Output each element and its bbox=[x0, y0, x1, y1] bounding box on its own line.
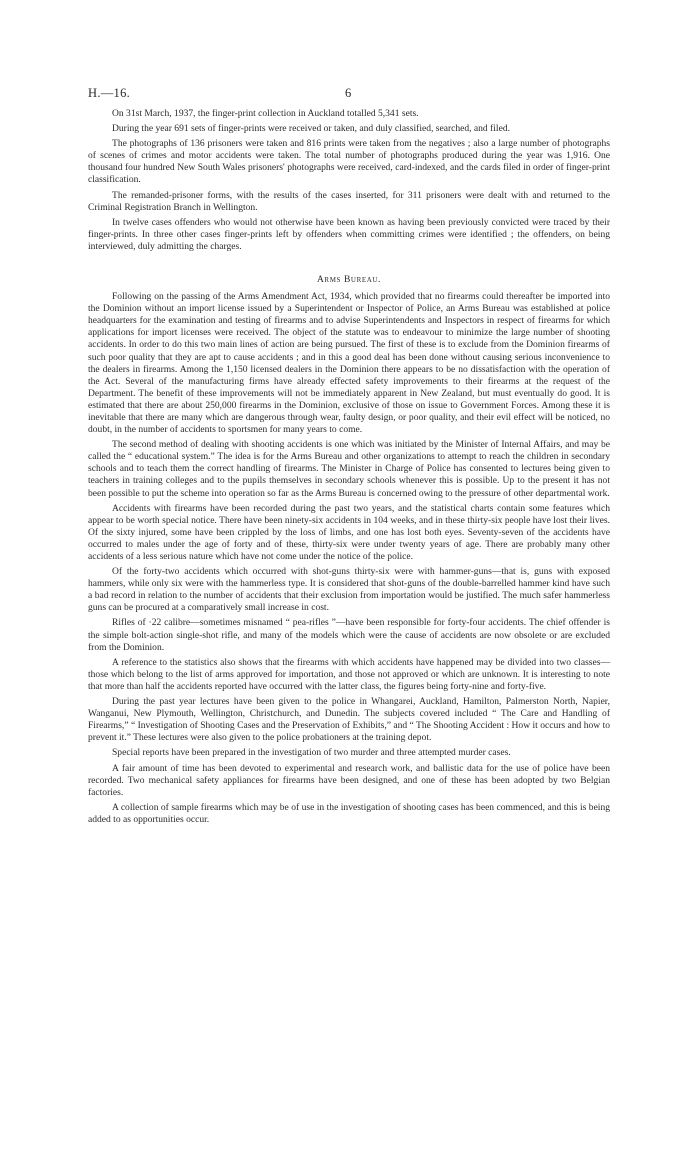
fingerprint-section bbox=[88, 108, 610, 253]
paragraph: Of the forty-two accidents which occurred with shot-guns thirty-six were with hammer-guns—that is, guns with exposed hammers, while only six were with the hammerless type. It is considered that shot-guns of the double-barrelled hammer kind have such a bad record in relation to the number of accidents that their exclusion from importation would be justified. The much safer hammerless guns can be procured at a comparatively small increase in cost. bbox=[88, 566, 610, 614]
arms-bureau-section bbox=[88, 291, 610, 826]
paragraph: A collection of sample firearms which may be of use in the investigation of shooting cases has been commenced, and this is being added to as opportunities occur. bbox=[88, 801, 610, 825]
page-number: 6 bbox=[345, 86, 352, 100]
paragraph: Rifles of ·22 calibre—sometimes misnamed “ pea-rifles ”—have been responsible for forty-four accidents. The chief offender is the simple bolt-action single-shot rifle, and many of the models which were the cause of accidents are now obsolete or are excluded from the Dominion. bbox=[88, 617, 610, 653]
page-header bbox=[88, 86, 610, 108]
section-heading: Arms Bureau. bbox=[316, 275, 382, 286]
paragraph: Following on the passing of the Arms Amendment Act, 1934, which provided that no firearms could thereafter be imported into the Dominion without an import license issued by a Superintendent or Inspector of Police, an Arms Bureau was established at police headquarters for the examination and testing of firearms and to advise Superintendents and Inspectors in respect of firearms for which applications for import licenses were received. The object of the statute was to endeavour to minimize the large number of shooting accidents. In order to do this two main lines of action are being pursued. The first of these is to exclude from the Dominion firearms of such poor quality that they are apt to cause accidents ; and in this a good deal has been done without causing serious inconvenience to the dealers in firearms. Among the 1,150 licensed dealers in the Dominion there appears to be no dissatisfaction with the operation of the Act. Several of the manufacturing firms have already effected safety improvements to their firearms at the request of the Department. The benefit of these improvements will not be immediately apparent in New Zealand, but must eventually do good. It is estimated that there are about 250,000 firearms in the Dominion, exclusive of those on issue to Government Forces. Among these it is inevitable that there are many which are dangerous through wear, faulty design, or poor quality, and their evil effect will be noticed, no doubt, in the number of accidents to sportsmen for many years to come. bbox=[88, 291, 610, 436]
paragraph: During the past year lectures have been given to the police in Whangarei, Auckland, Hamilton, Palmerston North, Napier, Wanganui, New Plymouth, Wellington, Christchurch, and Dunedin. The subjects covered included “ The Care and Handling of Firearms,” “ Investigation of Shooting Cases and the Preservation of Exhibits,” and “ The Shooting Accident : How it occurs and how to prevent it.” These lectures were also given to the police probationers at the training depot. bbox=[88, 696, 610, 744]
paragraph: Special reports have been prepared in the investigation of two murder and three attempted murder cases. bbox=[112, 747, 511, 759]
paragraph: The second method of dealing with shooting accidents is one which was initiated by the Minister of Internal Affairs, and may be called the “ educational system.” The idea is for the Arms Bureau and other organizations to attempt to reach the children in secondary schools and to teach them the correct handling of firearms. The Minister in Charge of Police has consented to lectures being given to teachers in training colleges and to the pupils themselves in secondary schools whenever this is possible. Up to the present it has not been possible to put the scheme into operation so far as the Arms Bureau is concerned owing to the pressure of other departmental work. bbox=[88, 439, 610, 499]
paragraph: On 31st March, 1937, the finger-print collection in Auckland totalled 5,341 sets. bbox=[112, 108, 419, 119]
paragraph: A fair amount of time has been devoted to experimental and research work, and ballistic data for the use of police have been recorded. Two mechanical safety appliances for firearms have been designed, and one of these has been adopted by two Belgian factories. bbox=[88, 762, 610, 798]
paragraph: During the year 691 sets of finger-prints were received or taken, and duly classified, searched, and filed. bbox=[112, 123, 510, 135]
paragraph: Accidents with firearms have been recorded during the past two years, and the statistical charts contain some features which appear to be worth special notice. There have been ninety-six accidents in 104 weeks, and in these thirty-six people have lost their lives. Of the sixty injured, some have been crippled by the loss of limbs, and one has lost both eyes. Seventy-seven of the accidents have occurred to males under the age of forty and of these, thirty-six were under twenty years of age. There are probably many other accidents of a less serious nature which have not come under the notice of the police. bbox=[88, 502, 610, 562]
report-reference: H.—16. bbox=[88, 86, 131, 100]
paragraph: A reference to the statistics also shows that the firearms with which accidents have happened may be divided into two classes—those which belong to the list of arms approved for importation, and those not approved or which are unknown. It is interesting to note that more than half the accidents reported have occurred with the latter class, the figures being forty-nine and forty-five. bbox=[88, 656, 610, 692]
paragraph: The photographs of 136 prisoners were taken and 816 prints were taken from the negatives ; also a large number of photographs of scenes of crimes and motor accidents were taken. The total number of photographs produced during the year was 1,916. One thousand four hundred New South Wales prisoners' photographs were received, card-indexed, and the cards filed in order of finger-print classification. bbox=[88, 138, 610, 186]
document-page bbox=[88, 86, 610, 826]
paragraph: In twelve cases offenders who would not otherwise have been known as having been previously convicted were traced by their finger-prints. In three other cases finger-prints left by offenders when committing crimes were identified ; the offenders, on being interviewed, duly admitting the charges. bbox=[88, 216, 610, 252]
paragraph: The remanded-prisoner forms, with the results of the cases inserted, for 311 prisoners were dealt with and returned to the Criminal Registration Branch in Wellington. bbox=[88, 189, 610, 213]
